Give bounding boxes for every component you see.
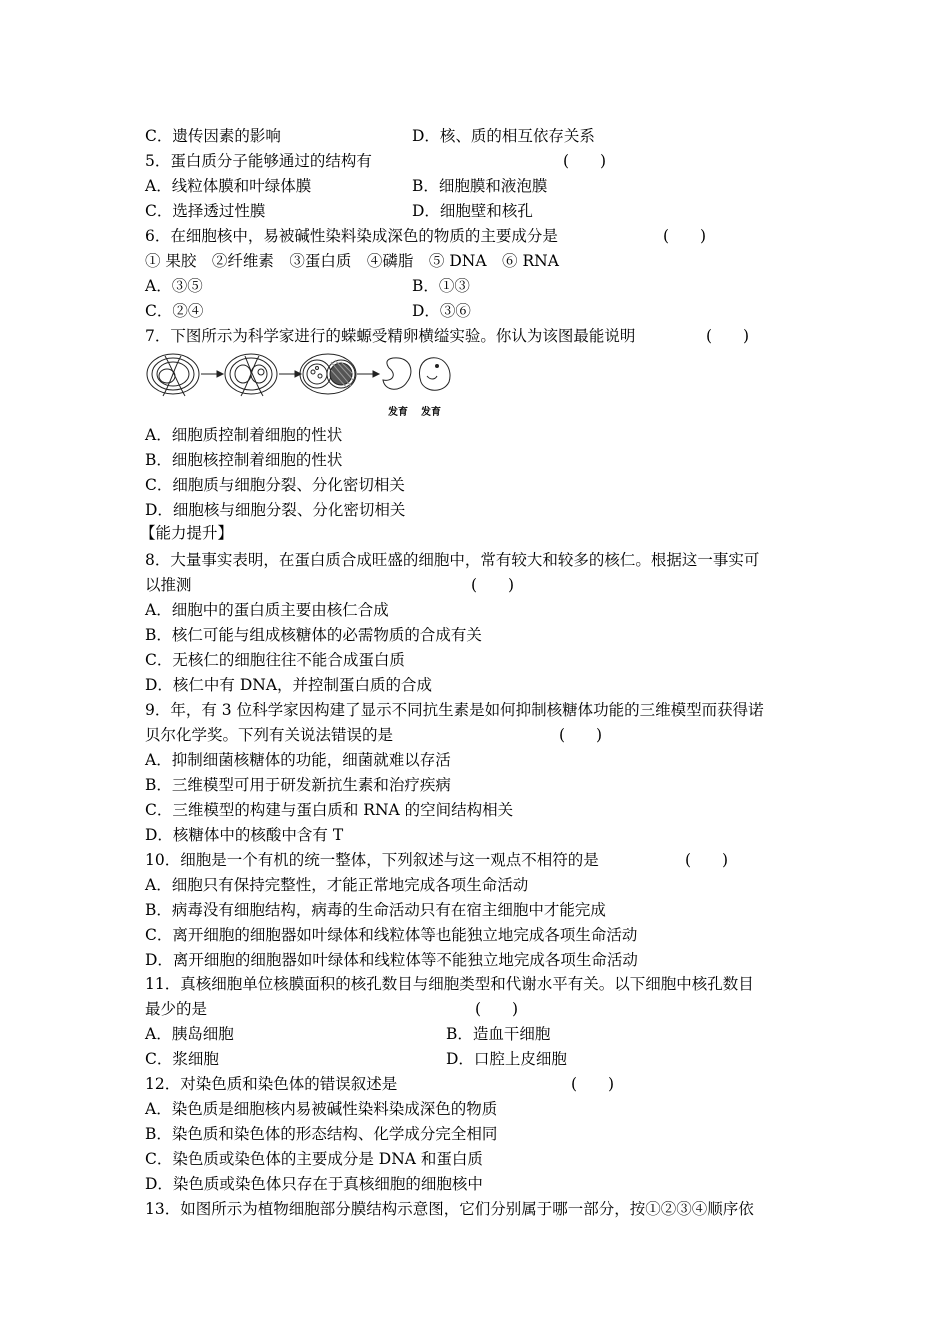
q11-option-c: C．浆细胞: [145, 1050, 219, 1068]
q8-option-a: A．细胞中的蛋白质主要由核仁合成: [145, 601, 389, 619]
q9-answer-blank: ( ): [559, 726, 603, 744]
q5-stem: 5．蛋白质分子能够通过的结构有: [145, 152, 372, 170]
q11-answer-blank: ( ): [475, 1000, 519, 1018]
q6-option-b: B．①③: [412, 277, 470, 295]
q12-stem: 12．对染色质和染色体的错误叙述是: [145, 1075, 398, 1093]
q7-option-b: B．细胞核控制着细胞的性状: [145, 451, 343, 469]
q5-option-a: A．线粒体膜和叶绿体膜: [145, 177, 312, 195]
q10-option-b: B．病毒没有细胞结构，病毒的生命活动只有在宿主细胞中才能完成: [145, 901, 606, 919]
q8-stem-line2: 以推测: [145, 576, 192, 594]
q7-stem: 7．下图所示为科学家进行的蝾螈受精卵横缢实验。你认为该图最能说明: [145, 327, 636, 345]
q8-option-d: D．核仁中有 DNA，并控制蛋白质的合成: [145, 676, 433, 694]
q10-stem: 10．细胞是一个有机的统一整体，下列叙述与这一观点不相符的是: [145, 851, 599, 869]
q7-option-c: C．细胞质与细胞分裂、分化密切相关: [145, 476, 405, 494]
q12-option-a: A．染色质是细胞核内易被碱性染料染成深色的物质: [145, 1100, 498, 1118]
q8-option-b: B．核仁可能与组成核糖体的必需物质的合成有关: [145, 626, 482, 644]
q10-option-c: C．离开细胞的细胞器如叶绿体和线粒体等也能独立地完成各项生命活动: [145, 926, 638, 944]
q13-stem-line1: 13．如图所示为植物细胞部分膜结构示意图，它们分别属于哪一部分，按①②③④顺序依: [145, 1200, 754, 1218]
q9-stem-line2: 贝尔化学奖。下列有关说法错误的是: [145, 726, 394, 744]
q8-stem-line1: 8．大量事实表明，在蛋白质合成旺盛的细胞中，常有较大和较多的核仁。根据这一事实可: [145, 551, 760, 569]
section-heading: 【能力提升】: [140, 524, 234, 542]
q5-option-c: C．选择透过性膜: [145, 202, 266, 220]
embryo-left: [383, 358, 411, 389]
q6-stem: 6．在细胞核中，易被碱性染料染成深色的物质的主要成分是: [145, 227, 558, 245]
q8-option-c: C．无核仁的细胞往往不能合成蛋白质: [145, 651, 405, 669]
q9-stem-line1: 9．年，有 3 位科学家因构建了显示不同抗生素是如何抑制核糖体功能的三维模型而获得诺: [145, 701, 764, 719]
q6-option-d: D．③⑥: [412, 302, 471, 320]
q8-answer-blank: ( ): [471, 576, 515, 594]
embryo-right: [419, 358, 450, 390]
q11-option-d: D．口腔上皮细胞: [446, 1050, 567, 1068]
q6-option-a: A．③⑤: [145, 277, 203, 295]
q5-option-d: D．细胞壁和核孔: [412, 202, 533, 220]
salamander-egg-ligation-figure: [145, 352, 455, 420]
q11-stem-line2: 最少的是: [145, 1000, 208, 1018]
q10-answer-blank: ( ): [685, 851, 729, 869]
q7-answer-blank: ( ): [706, 327, 750, 345]
q9-option-b: B．三维模型可用于研发新抗生素和治疗疾病: [145, 776, 451, 794]
q11-option-a: A．胰岛细胞: [145, 1025, 234, 1043]
figure-label-right: 发育: [421, 407, 441, 418]
q11-option-b: B．造血干细胞: [446, 1025, 551, 1043]
q7-option-d: D．细胞核与细胞分裂、分化密切相关: [145, 501, 406, 519]
q12-answer-blank: ( ): [571, 1075, 615, 1093]
egg-stage-2: [225, 354, 277, 396]
q6-option-c: C．②④: [145, 302, 204, 320]
q10-option-d: D．离开细胞的细胞器如叶绿体和线粒体等不能独立地完成各项生命活动: [145, 951, 638, 969]
q12-option-d: D．染色质或染色体只存在于真核细胞的细胞核中: [145, 1175, 483, 1193]
q7-option-a: A．细胞质控制着细胞的性状: [145, 426, 343, 444]
q10-option-a: A．细胞只有保持完整性，才能正常地完成各项生命活动: [145, 876, 529, 894]
egg-stage-3: [300, 354, 356, 394]
q9-option-c: C．三维模型的构建与蛋白质和 RNA 的空间结构相关: [145, 801, 514, 819]
q12-option-c: C．染色质或染色体的主要成分是 DNA 和蛋白质: [145, 1150, 483, 1168]
figure-label-left: 发育: [388, 407, 408, 418]
figure-drawing: [145, 352, 455, 420]
q11-stem-line1: 11．真核细胞单位核膜面积的核孔数目与细胞类型和代谢水平有关。以下细胞中核孔数目: [145, 975, 754, 993]
q4-option-d: D．核、质的相互依存关系: [412, 127, 595, 145]
q6-answer-blank: ( ): [663, 227, 707, 245]
q4-option-c: C．遗传因素的影响: [145, 127, 281, 145]
q6-items: ① 果胶 ②纤维素 ③蛋白质 ④磷脂 ⑤ DNA ⑥ RNA: [145, 252, 559, 270]
q5-option-b: B．细胞膜和液泡膜: [412, 177, 548, 195]
q9-option-a: A．抑制细菌核糖体的功能，细菌就难以存活: [145, 751, 451, 769]
q12-option-b: B．染色质和染色体的形态结构、化学成分完全相同: [145, 1125, 498, 1143]
q5-answer-blank: ( ): [563, 152, 607, 170]
egg-stage-1: [147, 354, 199, 396]
q9-option-d: D．核糖体中的核酸中含有 T: [145, 826, 344, 844]
